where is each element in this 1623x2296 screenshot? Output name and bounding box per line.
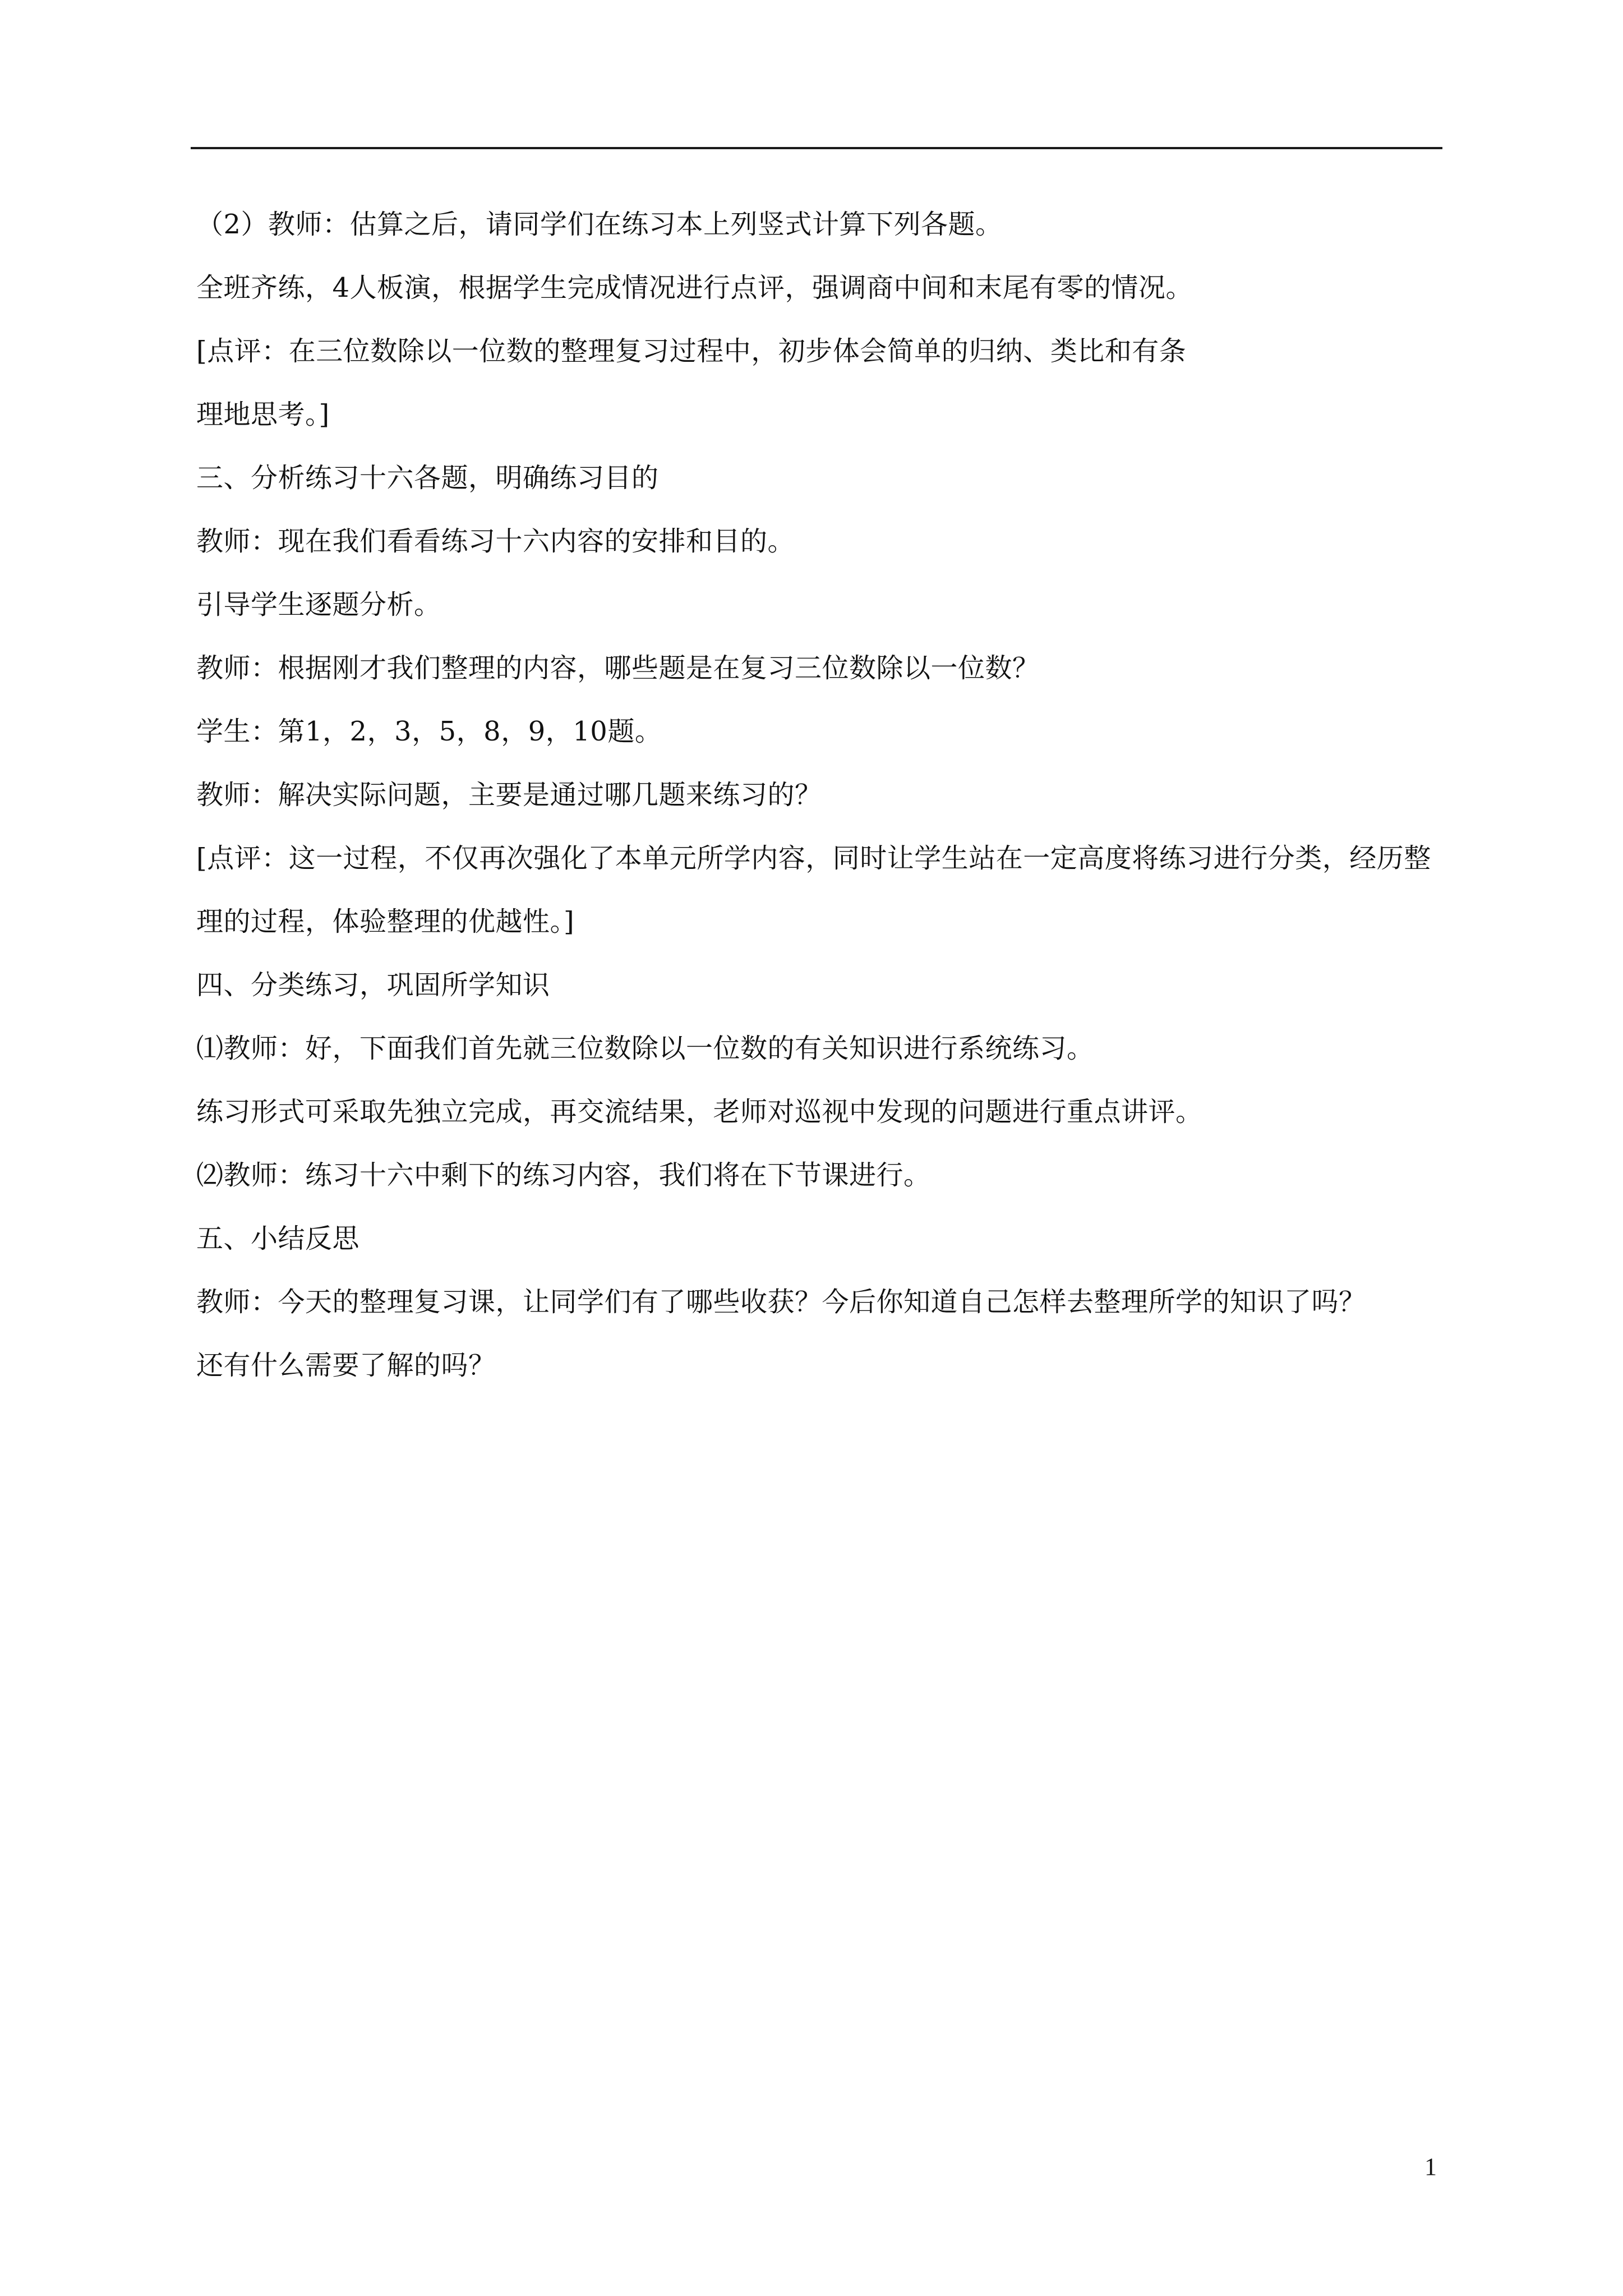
document-body (196, 209, 1447, 1413)
section-heading: 五、小结反思 (196, 1223, 360, 1254)
paragraph: 教师：解决实际问题，主要是通过哪几题来练习的？ (196, 779, 822, 811)
paragraph: 还有什么需要了解的吗？ (196, 1350, 496, 1381)
paragraph: 学生：第1，2，3，5，8，9，10题。 (196, 716, 662, 747)
header-rule (191, 147, 1442, 149)
paragraph: ⑴教师：好，下面我们首先就三位数除以一位数的有关知识进行系统练习。 (196, 1033, 1094, 1064)
section-heading: 三、分析练习十六各题，明确练习目的 (196, 462, 659, 494)
section-heading: 四、分类练习，巩固所学知识 (196, 969, 550, 1001)
paragraph: 教师：今天的整理复习课，让同学们有了哪些收获？今后你知道自己怎样去整理所学的知识了吗？ (196, 1286, 1366, 1318)
paragraph: [点评：在三位数除以一位数的整理复习过程中，初步体会简单的归纳、类比和有条 (196, 335, 1187, 367)
paragraph: 教师：根据刚才我们整理的内容，哪些题是在复习三位数除以一位数？ (196, 652, 1040, 684)
paragraph: 理地思考。] (196, 399, 330, 430)
paragraph: 全班齐练，4人板演，根据学生完成情况进行点评，强调商中间和末尾有零的情况。 (196, 272, 1193, 303)
paragraph: 教师：现在我们看看练习十六内容的安排和目的。 (196, 526, 795, 557)
comment-paragraph: [点评：这一过程，不仅再次强化了本单元所学内容，同时让学生站在一定高度将练习进行分类，经历整理的过程，体验整理的优越性。] (196, 843, 1431, 937)
paragraph: （2）教师：估算之后，请同学们在练习本上列竖式计算下列各题。 (196, 209, 1003, 240)
page-number: 1 (1424, 2153, 1437, 2180)
paragraph: 练习形式可采取先独立完成，再交流结果，老师对巡视中发现的问题进行重点讲评。 (196, 1096, 1203, 1128)
paragraph: ⑵教师：练习十六中剩下的练习内容，我们将在下节课进行。 (196, 1159, 931, 1191)
paragraph: 引导学生逐题分析。 (196, 589, 441, 620)
